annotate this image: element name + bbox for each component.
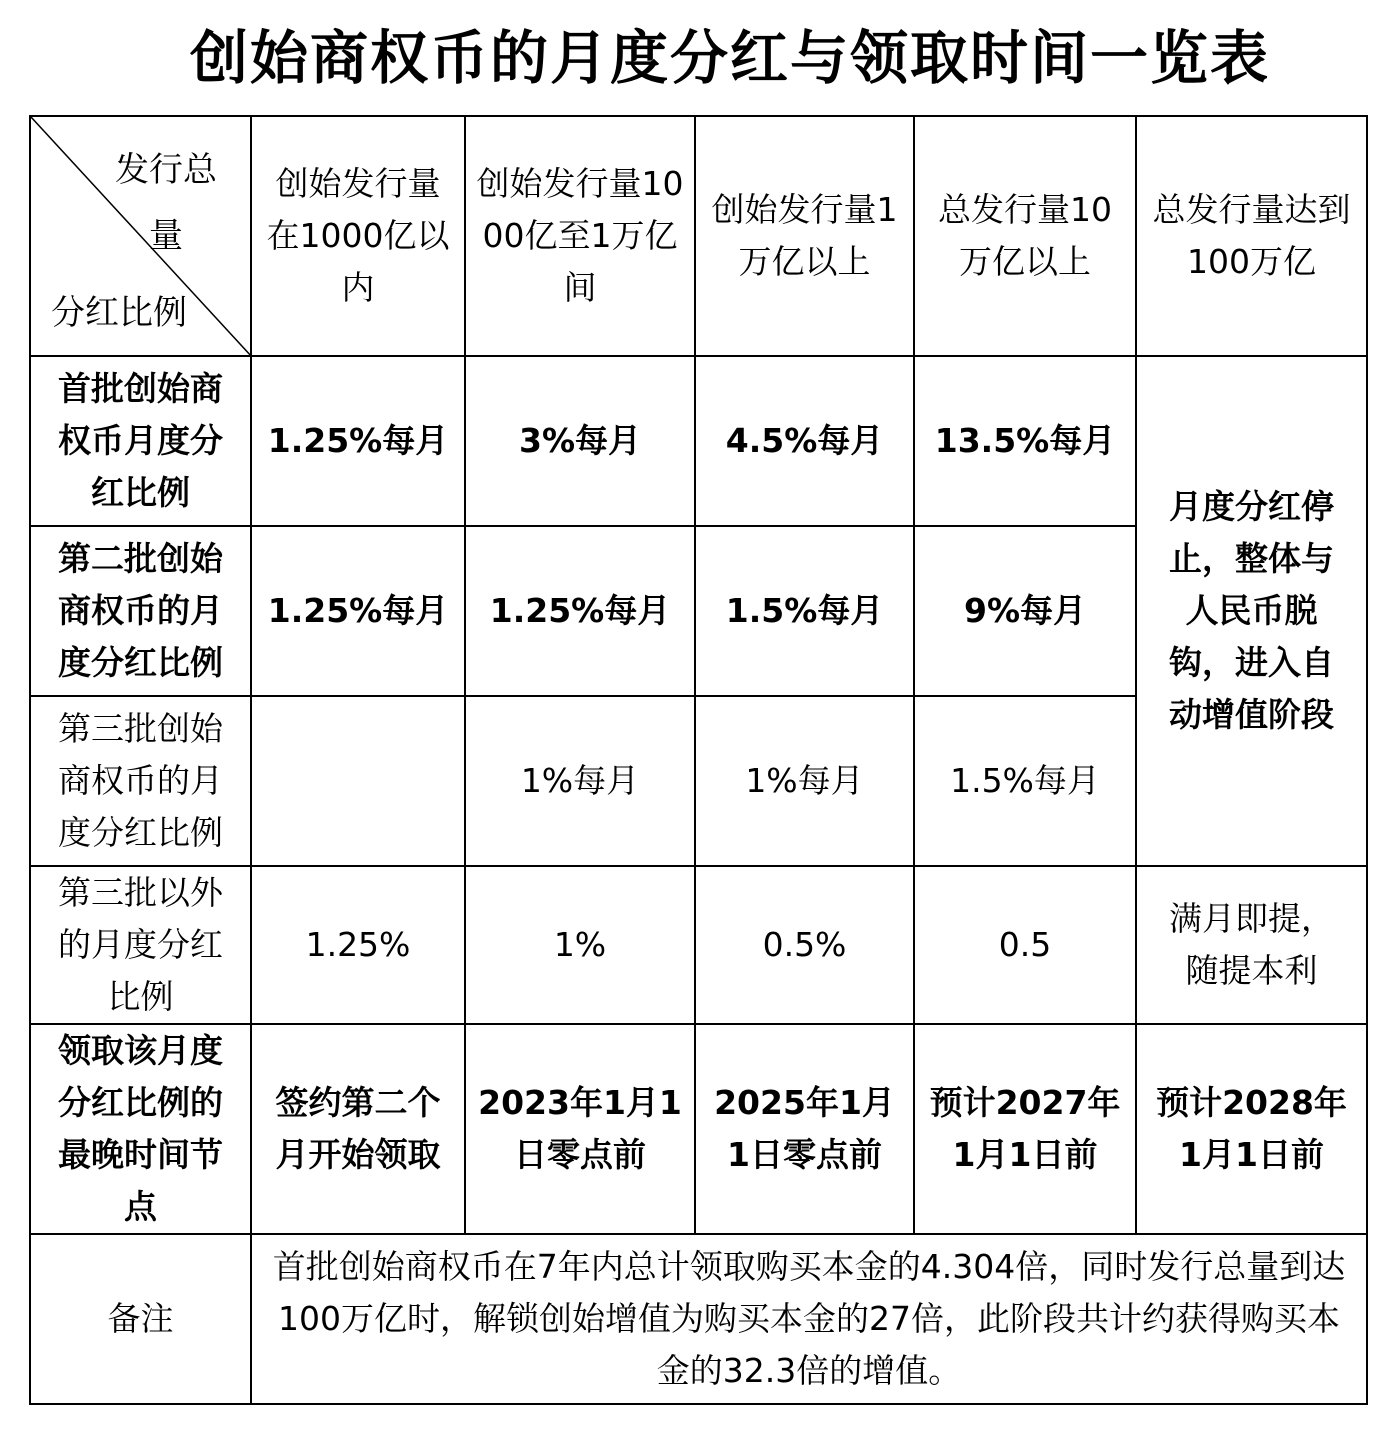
header-row (30, 116, 1367, 356)
table-cell: 1.5%每月 (695, 526, 914, 696)
corner-bottom-label: 分红比例 (51, 293, 187, 333)
merged-stop-cell: 月度分红停止，整体与人民币脱钩，进入自动增值阶段 (1136, 356, 1367, 866)
table-row (30, 866, 1367, 1024)
table-cell: 1.25% (251, 866, 465, 1024)
table-cell: 签约第二个月开始领取 (251, 1024, 465, 1234)
table-cell: 1%每月 (465, 696, 695, 866)
table-row (30, 1024, 1367, 1234)
page-title: 创始商权币的月度分红与领取时间一览表 (189, 24, 1270, 92)
corner-top-label: 发行总量 (115, 150, 217, 256)
row-label: 第三批创始商权币的月度分红比例 (30, 696, 251, 866)
table-cell: 1%每月 (695, 696, 914, 866)
row-label: 领取该月度分红比例的最晚时间节点 (30, 1024, 251, 1234)
table-cell: 预计2027年1月1日前 (914, 1024, 1136, 1234)
table-cell: 2023年1月1日零点前 (465, 1024, 695, 1234)
dividend-table (29, 115, 1368, 1405)
table-cell: 13.5%每月 (914, 356, 1136, 526)
column-header: 创始发行量1000亿至1万亿间 (465, 116, 695, 356)
table-cell (251, 696, 465, 866)
column-header: 总发行量10万亿以上 (914, 116, 1136, 356)
table-cell: 1.25%每月 (465, 526, 695, 696)
table-cell: 3%每月 (465, 356, 695, 526)
remark-row (30, 1234, 1367, 1404)
table-cell: 4.5%每月 (695, 356, 914, 526)
row-label: 第二批创始商权币的月度分红比例 (30, 526, 251, 696)
table-cell: 0.5% (695, 866, 914, 1024)
table-cell: 满月即提，随提本利 (1136, 866, 1367, 1024)
table-cell: 预计2028年1月1日前 (1136, 1024, 1367, 1234)
table-cell: 2025年1月1日零点前 (695, 1024, 914, 1234)
row-label: 第三批以外的月度分红比例 (30, 866, 251, 1024)
table-cell: 1% (465, 866, 695, 1024)
row-label: 首批创始商权币月度分红比例 (30, 356, 251, 526)
table-cell: 1.5%每月 (914, 696, 1136, 866)
table-cell: 1.25%每月 (251, 356, 465, 526)
table-cell: 1.25%每月 (251, 526, 465, 696)
corner-cell (30, 116, 251, 356)
column-header: 创始发行量在1000亿以内 (251, 116, 465, 356)
remark-text: 首批创始商权币在7年内总计领取购买本金的4.304倍，同时发行总量到达100万亿时，解锁创始增值为购买本金的27倍，此阶段共计约获得购买本金的32.3倍的增值。 (251, 1234, 1367, 1404)
column-header: 创始发行量1万亿以上 (695, 116, 914, 356)
table-cell: 0.5 (914, 866, 1136, 1024)
column-header: 总发行量达到100万亿 (1136, 116, 1367, 356)
row-label: 备注 (30, 1234, 251, 1404)
table-cell: 9%每月 (914, 526, 1136, 696)
table-row (30, 356, 1367, 526)
